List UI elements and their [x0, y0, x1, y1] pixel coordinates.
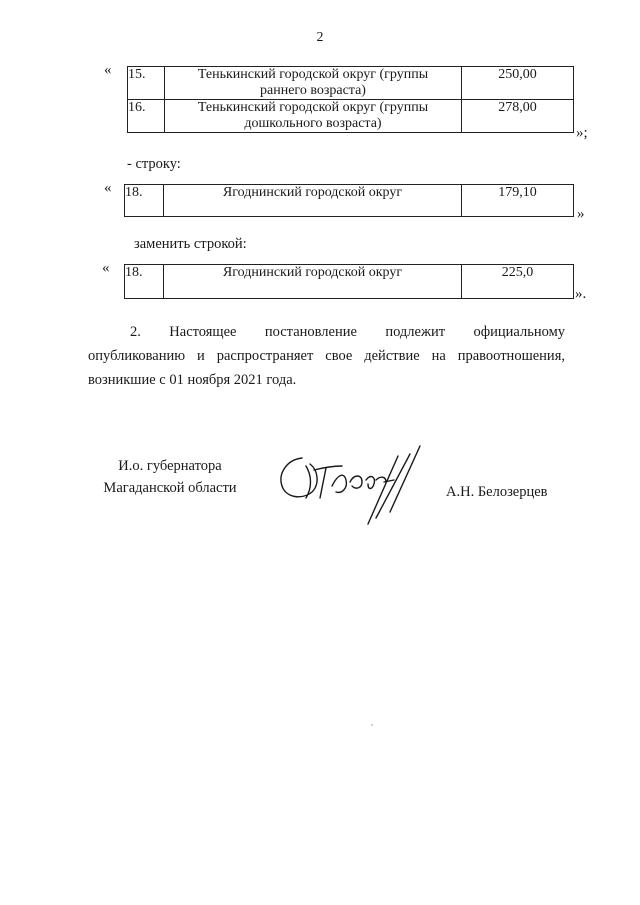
row-number: 18.: [125, 185, 164, 217]
paragraph-2-line1: 2. Настоящее постановление подлежит официальному: [130, 324, 565, 340]
old-row-table: [124, 184, 574, 217]
label-stroku: - строку:: [127, 156, 181, 172]
page-number: 2: [316, 30, 324, 45]
amount-cell: 179,10: [462, 185, 574, 217]
table-row: [128, 67, 574, 100]
district-name-line2: дошкольного возраста): [244, 116, 382, 131]
table2-close-quote: »: [577, 206, 585, 222]
replaced-rows-table: [127, 66, 574, 133]
scan-speck: [371, 724, 373, 726]
row-number: 16.: [128, 100, 165, 133]
table3-close-quote: ».: [575, 286, 587, 302]
table2-open-quote: «: [104, 180, 112, 196]
row-number: 15.: [128, 67, 165, 100]
label-zamenit: заменить строкой:: [134, 236, 247, 252]
district-name: [165, 67, 462, 100]
district-name: Ягоднинский городской округ: [164, 185, 462, 217]
table1-close-quote: »;: [576, 125, 588, 141]
amount-cell: 250,00: [462, 67, 574, 100]
table-row: [125, 185, 574, 217]
paragraph-2-line2: опубликованию и распространяет свое действие на правоотношения,: [88, 348, 565, 364]
table-row: [125, 265, 574, 299]
district-name: Ягоднинский городской округ: [164, 265, 462, 299]
amount-cell: 225,0: [462, 265, 574, 299]
signatory-title-line2: Магаданской области: [103, 480, 237, 496]
table1-open-quote: «: [104, 62, 112, 78]
paragraph-2-line3: возникшие с 01 ноября 2021 года.: [88, 372, 297, 388]
district-name: [165, 100, 462, 133]
row-number: 18.: [125, 265, 164, 299]
handwritten-signature: [272, 436, 442, 526]
signatory-name: А.Н. Белозерцев: [446, 484, 548, 500]
signatory-title-line1: И.о. губернатора: [118, 458, 222, 474]
amount-cell: 278,00: [462, 100, 574, 133]
new-row-table: [124, 264, 574, 299]
district-name-line2: раннего возраста): [260, 83, 366, 98]
signatory-title: [80, 455, 260, 499]
district-name-line1: Тенькинский городской округ (группы: [197, 67, 429, 82]
table-row: [128, 100, 574, 133]
table3-open-quote: «: [102, 260, 110, 276]
district-name-line1: Тенькинский городской округ (группы: [197, 100, 429, 115]
